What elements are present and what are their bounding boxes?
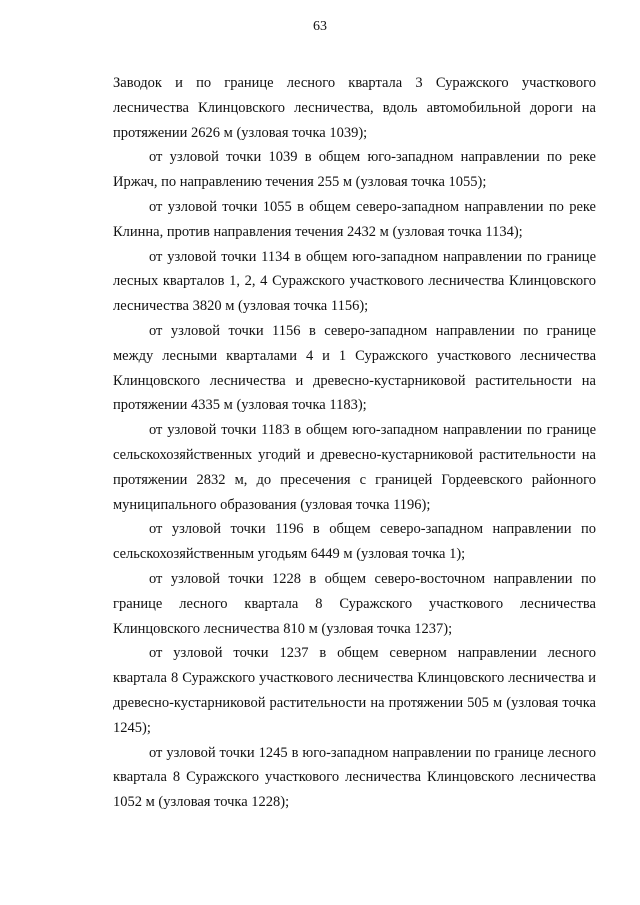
text-line: протяжении 2832 м, до пресечения с границей Гордеевского районного: [113, 471, 596, 488]
text-line: лесных кварталов 1, 2, 4 Суражского участкового лесничества Клинцовского: [113, 273, 596, 290]
text-line: Заводок и по границе лесного квартала 3 Суражского участкового: [113, 75, 596, 91]
text-line: Клинцовского лесничества и древесно-кустарниковой растительности на: [113, 372, 596, 389]
text-line: 1245);: [113, 719, 151, 736]
text-line: лесничества 3820 м (узловая точка 1156);: [113, 298, 369, 315]
paragraph-6: [113, 418, 596, 517]
text-line: от узловой точки 1134 в общем юго-западном направлении по границе: [149, 248, 596, 265]
paragraph-2: [113, 145, 596, 195]
text-line: от узловой точки 1156 в северо-западном направлении по границе: [149, 322, 596, 339]
text-line: от узловой точки 1245 в юго-западном направлении по границе лесного: [149, 744, 596, 761]
text-line: 1052 м (узловая точка 1228);: [113, 794, 290, 811]
text-line: муниципального образования (узловая точка 1196);: [113, 496, 431, 513]
text-line: квартала 8 Суражского участкового лесничества Клинцовского лесничества: [113, 769, 596, 786]
paragraph-9: [113, 641, 596, 740]
text-line: лесничества Клинцовского лесничества, вдоль автомобильной дороги на: [113, 99, 596, 116]
text-line: от узловой точки 1039 в общем юго-западном направлении по реке: [149, 149, 596, 166]
text-line: сельскохозяйственных угодий и древесно-кустарниковой растительности на: [113, 446, 596, 463]
text-line: между лесными кварталами 4 и 1 Суражского участкового лесничества: [113, 347, 596, 364]
text-line: границе лесного квартала 8 Суражского участкового лесничества: [113, 595, 596, 612]
page-number: 63: [313, 19, 327, 34]
text-line: от узловой точки 1196 в общем северо-западном направлении по: [149, 521, 596, 538]
paragraph-1: [113, 71, 596, 145]
text-line: Клинна, против направления течения 2432 м (узловая точка 1134);: [113, 223, 523, 240]
text-line: сельскохозяйственным угодьям 6449 м (узловая точка 1);: [113, 546, 466, 563]
text-line: от узловой точки 1055 в общем северо-западном направлении по реке: [149, 198, 596, 215]
text-line: протяжении 4335 м (узловая точка 1183);: [113, 397, 367, 414]
text-line: протяжении 2626 м (узловая точка 1039);: [113, 124, 368, 141]
paragraph-8: [113, 567, 596, 641]
text-line: древесно-кустарниковой растительности на протяжении 505 м (узловая точка: [113, 694, 596, 711]
paragraph-7: [113, 517, 596, 567]
text-line: от узловой точки 1237 в общем северном направлении лесного: [149, 645, 596, 662]
paragraph-10: [113, 741, 596, 815]
text-line: Иржач, по направлению течения 255 м (узловая точка 1055);: [113, 174, 487, 191]
text-line: от узловой точки 1228 в общем северо-восточном направлении по: [149, 570, 596, 587]
text-line: Клинцовского лесничества 810 м (узловая точка 1237);: [113, 620, 453, 637]
paragraph-3: [113, 195, 596, 245]
paragraph-4: [113, 245, 596, 319]
text-line: квартала 8 Суражского участкового лесничества Клинцовского лесничества и: [113, 670, 596, 687]
paragraph-5: [113, 319, 596, 418]
text-line: от узловой точки 1183 в общем юго-западном направлении по границе: [149, 422, 596, 439]
body-text: [113, 71, 596, 815]
